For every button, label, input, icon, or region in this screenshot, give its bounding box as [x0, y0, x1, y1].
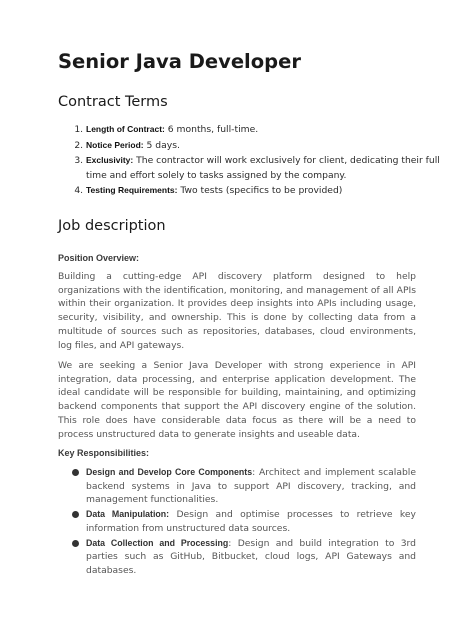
- contract-term-item: [86, 138, 446, 154]
- bullet-icon: [72, 469, 79, 476]
- overview-paragraph: Building a cutting-edge API discovery platform designed to help organizations with the identification, monitoring, and management of all APIs within their organization. It provides deep insights into APIs including usage, security, visibility, and ownership. This is done by collecting data from a multitude of sources such as repositories, databases, cloud environments, log files, and API gateways.: [58, 271, 416, 351]
- term-label: Testing Requirements:: [86, 185, 178, 195]
- contract-term-item: [86, 122, 446, 138]
- key-responsibilities-heading: Key Responsibilities:: [58, 448, 150, 458]
- term-text: 6 months, full-time.: [164, 124, 259, 135]
- responsibility-item: [58, 508, 416, 535]
- overview-paragraph: We are seeking a Senior Java Developer with strong experience in API integration, data processing, and enterprise application development. The ideal candidate will be responsible for building, maintaining, and optimizing backend components that support the API discovery engine of the solution. This role does have considerable data focus as there will be a need to process unstructured data to generate insights and useable data.: [58, 360, 416, 440]
- term-label: Notice Period:: [86, 139, 144, 150]
- contract-term-item: [86, 183, 446, 199]
- responsibility-label: Data Collection and Processing: [86, 537, 229, 548]
- responsibility-item: [58, 466, 416, 507]
- responsibilities-list: [58, 466, 416, 579]
- responsibility-text: : Design and build integration to 3rd parties such as GitHub, Bitbucket, cloud logs, API Gateways and databases.: [86, 537, 417, 576]
- term-text: The contractor will work exclusively for client, dedicating their full time and effort solely to tasks assigned by the company.: [86, 155, 440, 181]
- contract-term-item: [86, 153, 446, 183]
- responsibility-text: Design and optimise processes to retrieve key information from unstructured data sources.: [86, 509, 416, 534]
- contract-terms-heading: Contract Terms: [58, 94, 168, 110]
- responsibility-item: [58, 537, 416, 578]
- term-label: Exclusivity:: [86, 155, 134, 165]
- page-title: Senior Java Developer: [58, 50, 301, 73]
- responsibility-text: : Architect and implement scalable backend systems in Java to support API discovery, tracking, and management functionalities.: [86, 467, 416, 506]
- position-overview-heading: Position Overview:: [58, 253, 140, 263]
- term-text: Two tests (specifics to be provided): [177, 185, 343, 196]
- term-text: 5 days.: [143, 139, 180, 151]
- term-label: Length of Contract:: [86, 124, 165, 134]
- bullet-icon: [72, 540, 79, 547]
- responsibility-label: Design and Develop Core Components: [86, 467, 253, 477]
- contract-terms-list: [58, 122, 446, 199]
- job-description-heading: Job description: [58, 218, 166, 234]
- responsibility-label: Data Manipulation:: [86, 509, 170, 520]
- bullet-icon: [72, 511, 79, 518]
